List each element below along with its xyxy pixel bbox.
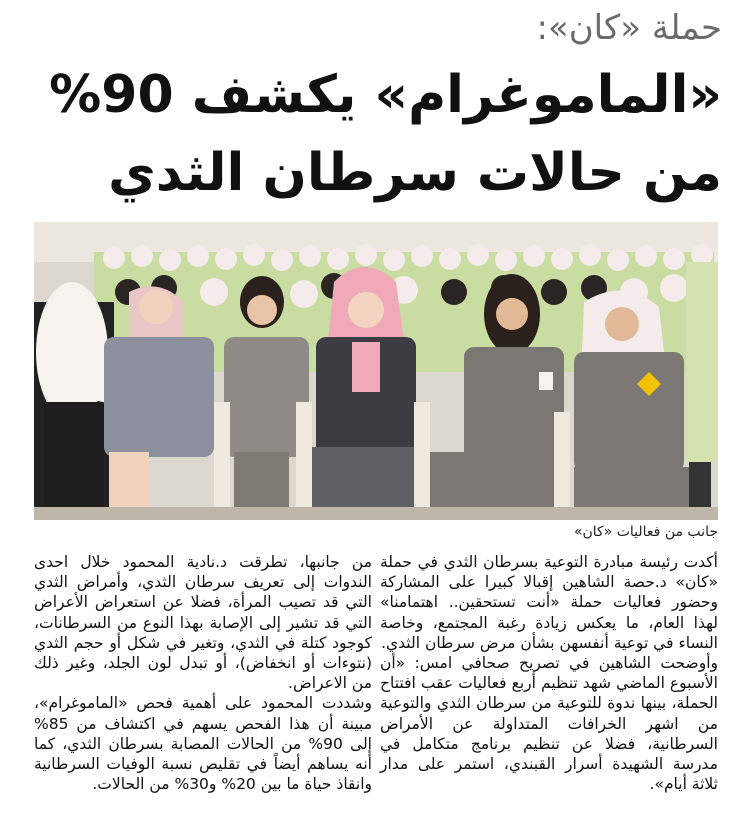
- paragraph: وشددت المحمود على أهمية فحص «الماموغرام»، مبينة أن هذا الفحص يسهم في اكتشاف من 85% إلى 90% من الحالات المصابة بسرطان الثدي، كما أنه يساهم أيضاً في تقليص نسبة الوفيات السرطانية وانقاذ حياة ما بين 20% و30% من الحالات.: [34, 694, 372, 794]
- kicker: حملة «كان»:: [536, 8, 722, 48]
- paragraph: أكدت رئيسة مبادرة التوعية بسرطان الثدي في حملة «كان» د.حصة الشاهين إقبالا كبيرا على المشاركة وحضور فعاليات حملة «أنت تستحقين.. اهتمامنا» لهذا العام، ما يعكس زيادة رغبة المجتمع، وخاصة النساء في توعية أنفسهن بشأن مرض سرطان الثدي.: [380, 553, 718, 652]
- event-photo: [34, 222, 718, 520]
- paragraph: وأوضحت الشاهين في تصريح صحافي امس: «أن الأسبوع الماضي شهد تنظيم أربع فعاليات عقب افتتاح الحملة، بينها ندوة للتوعية من سرطان الثدي والتوعية من اشهر الخرافات المتداولة عن الأمراض السرطانية، فضلا عن تنظيم برنامج متكامل في مدرسة الشهيدة أسرار القبندي، استمر على مدار ثلاثة أيام».: [380, 654, 718, 794]
- paragraph: من جانبها، تطرقت د.نادية المحمود خلال احدى الندوات إلى تعريف سرطان الثدي، وأمراض الثدي التي قد تصيب المرأة، فضلا عن استعراض الأعراض التي قد تشير إلى الإصابة بهذا النوع من السرطانات، كوجود كتلة في الثدي، وتغير في شكل أو حجم الثدي (نتوءات أو انخفاض)، أو تبدل لون الجلد، وغير ذلك من الاعراض.: [34, 553, 372, 693]
- headline-line-1: «الماموغرام» يكشف 90%: [49, 65, 722, 125]
- headline-line-2: من حالات سرطان الثدي: [108, 143, 722, 203]
- event-photo-illustration: [34, 222, 718, 520]
- article-column-right: [380, 552, 718, 794]
- article-column-left: [34, 552, 372, 794]
- photo-caption: جانب من فعاليات «كان»: [573, 524, 718, 540]
- headline: [40, 56, 722, 212]
- photo-floor: [34, 507, 718, 520]
